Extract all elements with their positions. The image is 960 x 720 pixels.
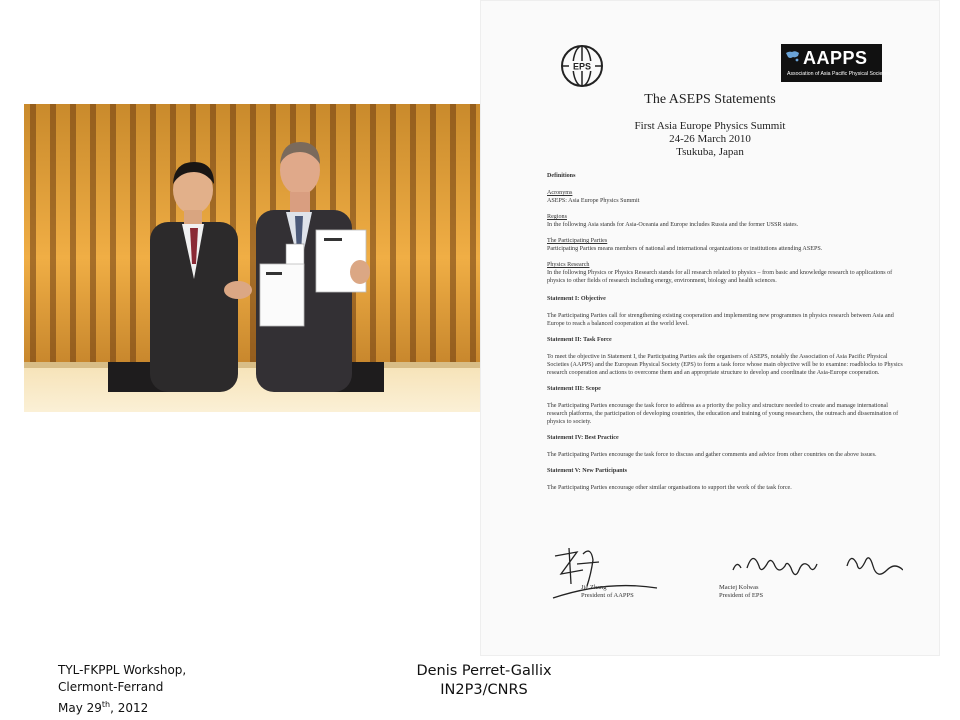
footer-event-info xyxy=(58,662,186,717)
statement-text: The Participating Parties encourage other similar organisations to support the work of the task force. xyxy=(547,485,792,491)
statement-heading: Statement II: Task Force xyxy=(547,337,612,343)
summit-dates: 24-26 March 2010 xyxy=(669,133,751,145)
handshake xyxy=(224,281,252,299)
definition-item xyxy=(547,237,903,253)
summit-info xyxy=(480,120,940,159)
footer-event-date: May 29th, 2012 xyxy=(58,700,149,715)
footer-author-affiliation: IN2P3/CNRS xyxy=(440,682,528,698)
aapps-logo xyxy=(781,44,891,82)
definition-item xyxy=(547,213,903,229)
definition-item xyxy=(547,261,903,285)
signatory-maciej-kolwas xyxy=(719,584,763,600)
definition-term: Physics Research xyxy=(547,262,590,268)
footer-event-name: TYL-FKPPL Workshop, xyxy=(58,663,187,677)
footer-author-name: Denis Perret-Gallix xyxy=(416,663,552,679)
footer-author xyxy=(384,662,584,700)
signatory-name: Maciej Kolwas xyxy=(719,584,759,591)
statement-heading: Statement IV: Best Practice xyxy=(547,435,619,441)
statement-heading: Statement I: Objective xyxy=(547,296,606,302)
statement-text: The Participating Parties call for strengthening existing cooperation and implementing new programmes in physics research between Asia and Europe to reach a balanced cooperation at the world level. xyxy=(547,313,894,327)
definition-item xyxy=(547,189,903,205)
definition-term: Acronyms xyxy=(547,190,573,196)
eps-logo-icon xyxy=(560,44,604,88)
photo-illustration xyxy=(24,104,480,412)
signatory-name: Jie Zhang xyxy=(581,584,607,591)
footer-event-location: Clermont-Ferrand xyxy=(58,680,164,694)
summit-place: Tsukuba, Japan xyxy=(676,146,744,158)
definition-text: ASEPS: Asia Europe Physics Summit xyxy=(547,198,640,204)
signatory-role: President of EPS xyxy=(719,592,764,599)
definition-text: In the following Asia stands for Asia-Oceania and Europe includes Russia and the former USSR states. xyxy=(547,222,799,228)
aseps-statements-document xyxy=(480,0,940,656)
document-body xyxy=(547,172,903,500)
signing-ceremony-photo xyxy=(24,104,480,412)
definition-text: Participating Parties means members of national and international organizations or institutions attending ASEPS. xyxy=(547,246,823,252)
signatory-role: President of AAPPS xyxy=(581,592,634,599)
statement-heading: Statement III: Scope xyxy=(547,386,601,392)
statement-text: To meet the objective in Statement I, the Participating Parties ask the organisers of ASEPS, notably the Association of Asia Pacific Physical Societies (AAPPS) and the European Physical Society (EPS) to form a task force whose main objective will be to examine: roadblocks to Physics research cooperation and actions to overcome them and an appropriate structure to develop and coordinate the Asia-Europe cooperation. xyxy=(547,354,903,376)
signatures-block xyxy=(547,540,903,610)
statement-heading: Statement V: New Participants xyxy=(547,468,628,474)
definitions-heading: Definitions xyxy=(547,173,576,179)
definition-text: In the following Physics or Physics Research stands for all research related to physics – from basic and knowledge research to applications of physics to other fields of research including energy, environment, biology and health sciences. xyxy=(547,270,893,284)
signatory-jie-zhang xyxy=(581,584,634,600)
aapps-logo-text: AAPPS xyxy=(803,48,868,68)
statement-text: The Participating Parties encourage the task force to address as a priority the policy and structure needed to create and manage international research platforms, the participation of developing countries, the education and training of young researchers, the outreach and dissemination of physics to society. xyxy=(547,403,899,425)
document-title: The ASEPS Statements xyxy=(644,92,776,107)
statement-text: The Participating Parties encourage the task force to discuss and gather comments and advice from other countries on the above issues. xyxy=(547,452,877,458)
aapps-logo-subtitle: Association of Asia Pacific Physical Societies xyxy=(787,71,891,77)
summit-name: First Asia Europe Physics Summit xyxy=(634,120,786,132)
asia-map-icon xyxy=(785,50,801,62)
definition-term: Regions xyxy=(547,214,567,220)
svg-text:EPS: EPS xyxy=(572,61,592,72)
definition-term: The Participating Parties xyxy=(547,238,608,244)
